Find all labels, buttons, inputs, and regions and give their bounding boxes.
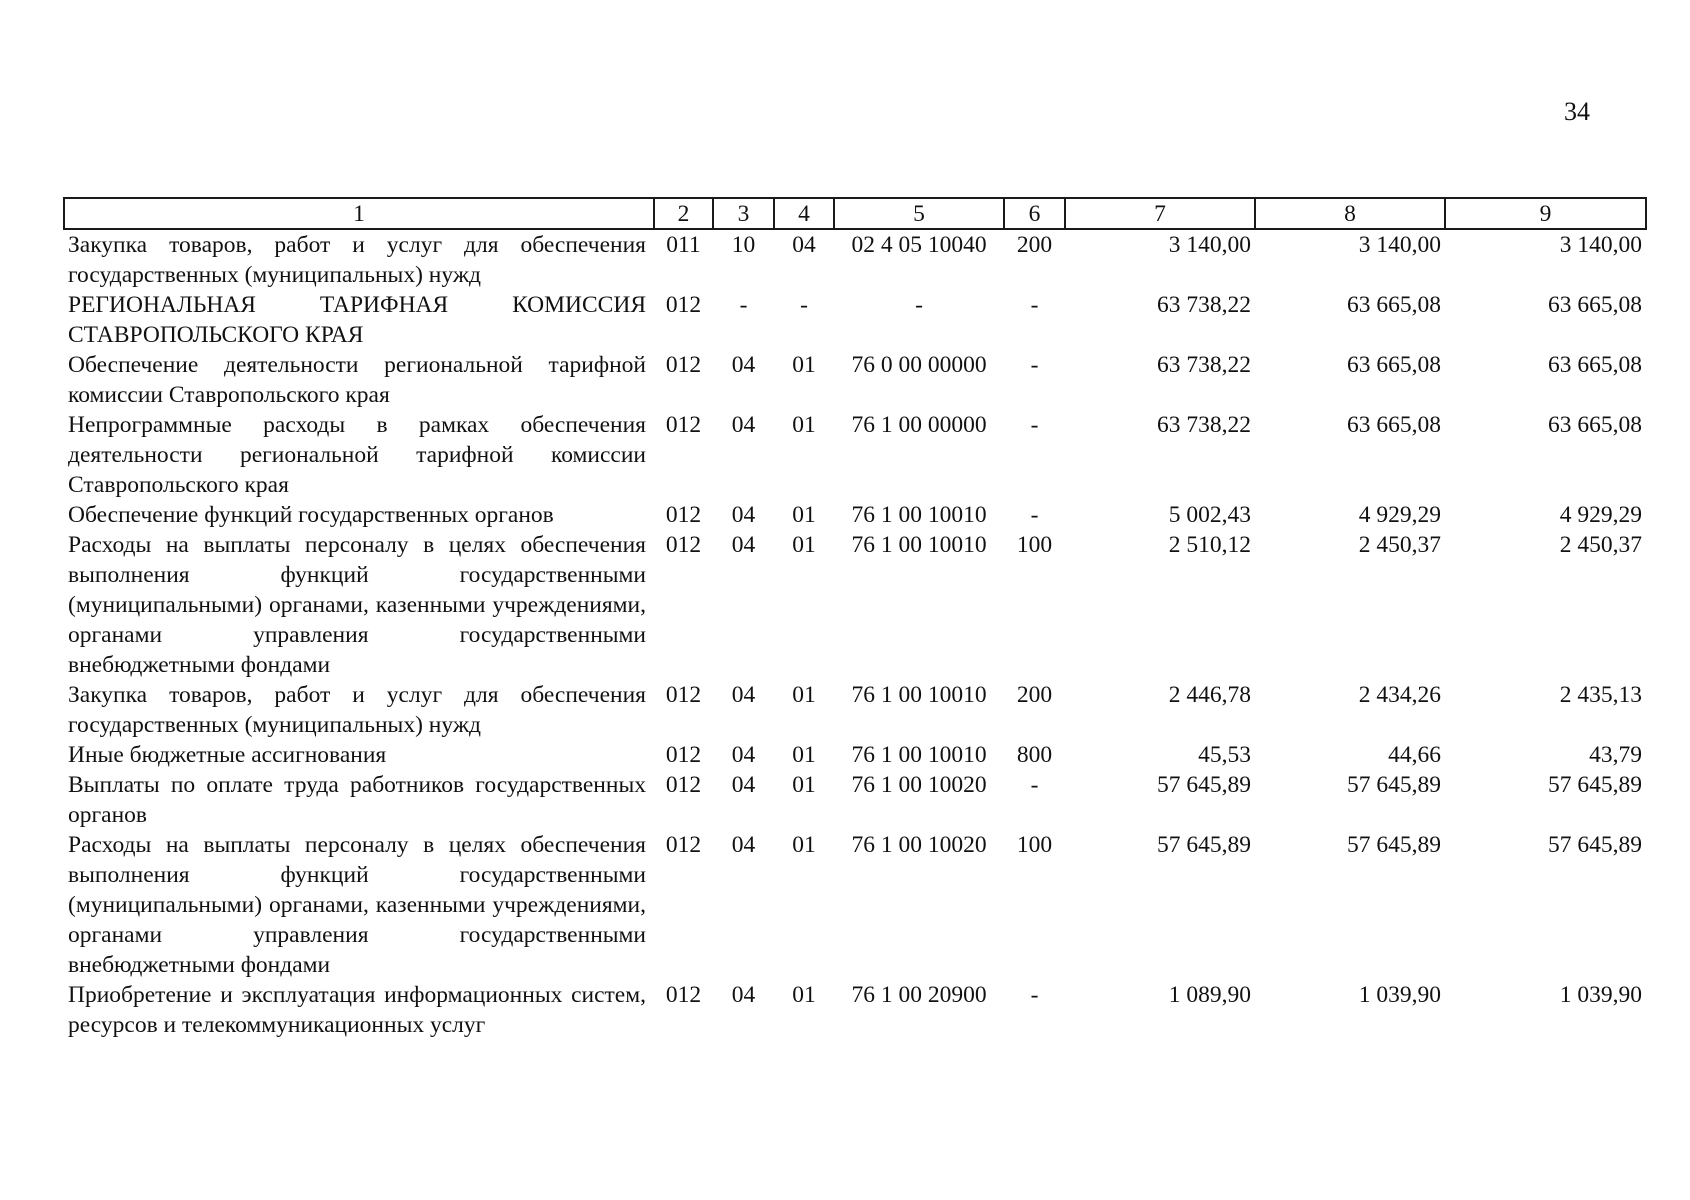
row-expense-type: 200 (1016, 682, 1053, 708)
row-subsection-code: 01 (792, 682, 816, 708)
row-expense-type: - (1030, 352, 1039, 378)
row-ministry-code: 012 (665, 772, 702, 798)
row-section-code: 04 (731, 532, 756, 558)
row-amount-2: 2 450,37 (1358, 532, 1441, 558)
row-subsection-code: 01 (792, 742, 816, 768)
row-target-code: 76 1 00 00000 (851, 412, 987, 438)
column-header-3: 3 (713, 198, 774, 229)
row-section-code: 04 (731, 352, 756, 378)
table-row (64, 530, 1646, 680)
row-section-code: 04 (731, 412, 756, 438)
row-target-code: 76 1 00 10010 (851, 682, 987, 708)
row-name: Закупка товаров, работ и услуг для обеспечения государственных (муниципальных) нужд (68, 232, 646, 288)
row-amount-2: 3 140,00 (1358, 232, 1441, 258)
column-header-2: 2 (654, 198, 713, 229)
row-amount-2: 4 929,29 (1358, 502, 1441, 528)
table-row (64, 290, 1646, 350)
row-name: Обеспечение функций государственных органов (68, 502, 554, 528)
row-amount-1: 57 645,89 (1157, 772, 1251, 798)
row-target-code: - (915, 292, 923, 318)
row-amount-3: 57 645,89 (1548, 832, 1642, 858)
row-amount-2: 44,66 (1388, 742, 1441, 768)
table-row (64, 350, 1646, 410)
row-subsection-code: 01 (792, 532, 816, 558)
column-header-4: 4 (774, 198, 834, 229)
row-target-code: 76 1 00 10010 (851, 532, 987, 558)
column-header-8: 8 (1255, 198, 1445, 229)
row-name: Приобретение и эксплуатация информационных систем, ресурсов и телекоммуникационных услуг (68, 982, 646, 1038)
row-name: Непрограммные расходы в рамках обеспечения деятельности региональной тарифной комиссии Ставропольского края (68, 412, 646, 498)
row-amount-1: 63 738,22 (1157, 412, 1251, 438)
row-amount-3: 63 665,08 (1548, 352, 1642, 378)
row-amount-2: 63 665,08 (1347, 352, 1441, 378)
row-section-code: 04 (731, 832, 756, 858)
row-expense-type: - (1030, 982, 1039, 1008)
row-target-code: 76 0 00 00000 (851, 352, 987, 378)
row-expense-type: - (1030, 772, 1039, 798)
row-target-code: 76 1 00 10020 (851, 772, 987, 798)
row-section-code: 04 (731, 502, 756, 528)
row-section-code: 10 (731, 232, 756, 258)
row-subsection-code: 04 (792, 232, 816, 258)
row-expense-type: 100 (1016, 832, 1053, 858)
row-name: РЕГИОНАЛЬНАЯ ТАРИФНАЯ КОМИССИЯ СТАВРОПОЛЬСКОГО КРАЯ (68, 292, 646, 348)
table-row (64, 830, 1646, 980)
row-expense-type: - (1030, 292, 1039, 318)
column-header-1: 1 (64, 198, 654, 229)
row-amount-1: 3 140,00 (1168, 232, 1251, 258)
row-ministry-code: 012 (665, 412, 702, 438)
row-amount-1: 57 645,89 (1157, 832, 1251, 858)
row-amount-2: 1 039,90 (1358, 982, 1441, 1008)
table-row (64, 680, 1646, 740)
row-expense-type: 100 (1016, 532, 1053, 558)
row-amount-3: 3 140,00 (1559, 232, 1642, 258)
row-subsection-code: 01 (792, 352, 816, 378)
table-row (64, 410, 1646, 500)
page-number: 34 (1564, 97, 1590, 126)
row-ministry-code: 012 (665, 832, 702, 858)
row-amount-2: 57 645,89 (1347, 772, 1441, 798)
row-amount-1: 2 510,12 (1168, 532, 1251, 558)
row-amount-3: 1 039,90 (1559, 982, 1642, 1008)
row-section-code: 04 (731, 742, 756, 768)
row-name: Расходы на выплаты персоналу в целях обеспечения выполнения функций государственными (муниципальными) органами, казенными учреждениями, органами управления государственными внебюджетными фондами (68, 532, 646, 678)
budget-table (63, 197, 1647, 1040)
row-subsection-code: 01 (792, 502, 816, 528)
row-ministry-code: 012 (665, 502, 702, 528)
row-ministry-code: 012 (665, 982, 702, 1008)
row-expense-type: 800 (1016, 742, 1053, 768)
row-amount-3: 63 665,08 (1548, 292, 1642, 318)
row-ministry-code: 011 (666, 232, 701, 258)
row-name: Иные бюджетные ассигнования (68, 742, 387, 768)
row-target-code: 02 4 05 10040 (851, 232, 987, 258)
row-name: Расходы на выплаты персоналу в целях обеспечения выполнения функций государственными (муниципальными) органами, казенными учреждениями, органами управления государственными внебюджетными фондами (68, 832, 646, 978)
row-target-code: 76 1 00 20900 (851, 982, 987, 1008)
table-row (64, 740, 1646, 770)
row-ministry-code: 012 (665, 292, 702, 318)
row-section-code: - (739, 292, 748, 318)
row-subsection-code: 01 (792, 772, 816, 798)
row-target-code: 76 1 00 10010 (851, 742, 987, 768)
row-amount-2: 57 645,89 (1347, 832, 1441, 858)
row-section-code: 04 (731, 772, 756, 798)
row-section-code: 04 (731, 982, 756, 1008)
row-expense-type: - (1030, 412, 1039, 438)
table-header-row (64, 198, 1646, 229)
row-name: Выплаты по оплате труда работников государственных органов (68, 772, 646, 828)
row-expense-type: 200 (1016, 232, 1053, 258)
row-amount-3: 2 450,37 (1559, 532, 1642, 558)
row-ministry-code: 012 (665, 532, 702, 558)
row-expense-type: - (1030, 502, 1039, 528)
row-amount-2: 2 434,26 (1358, 682, 1441, 708)
row-amount-3: 4 929,29 (1559, 502, 1642, 528)
row-name: Обеспечение деятельности региональной тарифной комиссии Ставропольского края (68, 352, 646, 408)
row-ministry-code: 012 (665, 682, 702, 708)
column-header-6: 6 (1004, 198, 1065, 229)
row-subsection-code: 01 (792, 832, 816, 858)
row-ministry-code: 012 (665, 742, 702, 768)
row-amount-3: 63 665,08 (1548, 412, 1642, 438)
row-amount-1: 5 002,43 (1168, 502, 1251, 528)
row-subsection-code: 01 (792, 412, 816, 438)
table-row (64, 770, 1646, 830)
row-target-code: 76 1 00 10010 (851, 502, 987, 528)
row-subsection-code: 01 (792, 982, 816, 1008)
row-amount-1: 2 446,78 (1168, 682, 1251, 708)
row-amount-2: 63 665,08 (1347, 412, 1441, 438)
row-amount-1: 63 738,22 (1157, 352, 1251, 378)
column-header-5: 5 (834, 198, 1004, 229)
row-amount-1: 1 089,90 (1168, 982, 1251, 1008)
table-row (64, 500, 1646, 530)
row-amount-1: 63 738,22 (1157, 292, 1251, 318)
column-header-7: 7 (1065, 198, 1255, 229)
row-amount-1: 45,53 (1198, 742, 1251, 768)
row-amount-2: 63 665,08 (1347, 292, 1441, 318)
row-section-code: 04 (731, 682, 756, 708)
row-target-code: 76 1 00 10020 (851, 832, 987, 858)
row-name: Закупка товаров, работ и услуг для обеспечения государственных (муниципальных) нужд (68, 682, 646, 738)
row-amount-3: 43,79 (1589, 742, 1642, 768)
table-row (64, 229, 1646, 290)
row-subsection-code: - (800, 292, 808, 318)
column-header-9: 9 (1445, 198, 1646, 229)
row-amount-3: 57 645,89 (1548, 772, 1642, 798)
row-amount-3: 2 435,13 (1559, 682, 1642, 708)
table-row (64, 980, 1646, 1040)
row-ministry-code: 012 (665, 352, 702, 378)
